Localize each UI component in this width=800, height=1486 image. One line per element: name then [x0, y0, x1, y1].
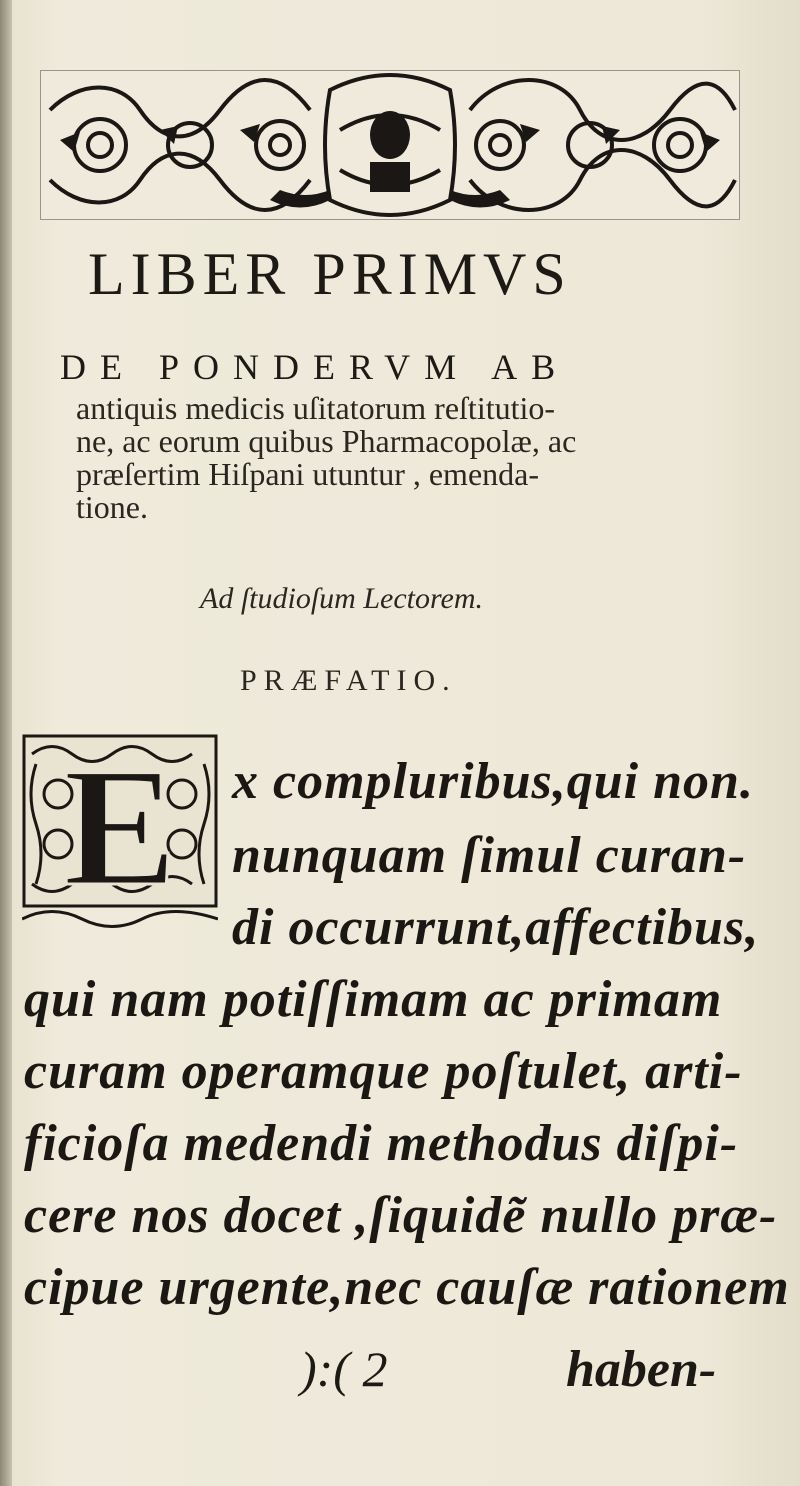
text-line: nunquam ſimul curan-: [232, 827, 747, 884]
intro-line: tione.: [76, 489, 148, 525]
text-line: x compluribus,qui non.: [232, 753, 754, 810]
initial-letter: E: [63, 734, 177, 921]
text-line: ficioſa medendi methodus diſpi-: [24, 1115, 739, 1172]
text-line: curam operamque poſtulet, arti-: [24, 1043, 743, 1100]
text-line: di occurrunt,affectibus,: [232, 899, 760, 956]
signature-mark: ):( 2: [300, 1341, 388, 1397]
text-line: cere nos docet ,ſiquidẽ nullo præ-: [24, 1187, 778, 1244]
text-line: cipue urgente,nec cauſæ rationem: [24, 1259, 790, 1316]
intro-paragraph: [76, 392, 736, 524]
intro-line: præſertim Hiſpani utuntur , emenda-: [76, 456, 539, 492]
text-line: qui nam potiſſimam ac primam: [24, 971, 723, 1028]
intro-line: ne, ac eorum quibus Pharmacopolæ, ac: [76, 423, 577, 459]
decorated-initial: [22, 734, 218, 934]
binding-gutter: [0, 0, 12, 1486]
book-subtitle: DE PONDERVM AB: [60, 347, 570, 387]
reader-address: Ad ſtudioſum Lectorem.: [200, 582, 484, 615]
intro-line: antiquis medicis uſitatorum reſtitutio-: [76, 390, 556, 426]
section-heading: PRÆFATIO.: [240, 664, 457, 697]
catchword: haben-: [566, 1341, 717, 1398]
ornamental-headpiece: [40, 70, 740, 220]
book-title: LIBER PRIMVS: [88, 241, 572, 307]
